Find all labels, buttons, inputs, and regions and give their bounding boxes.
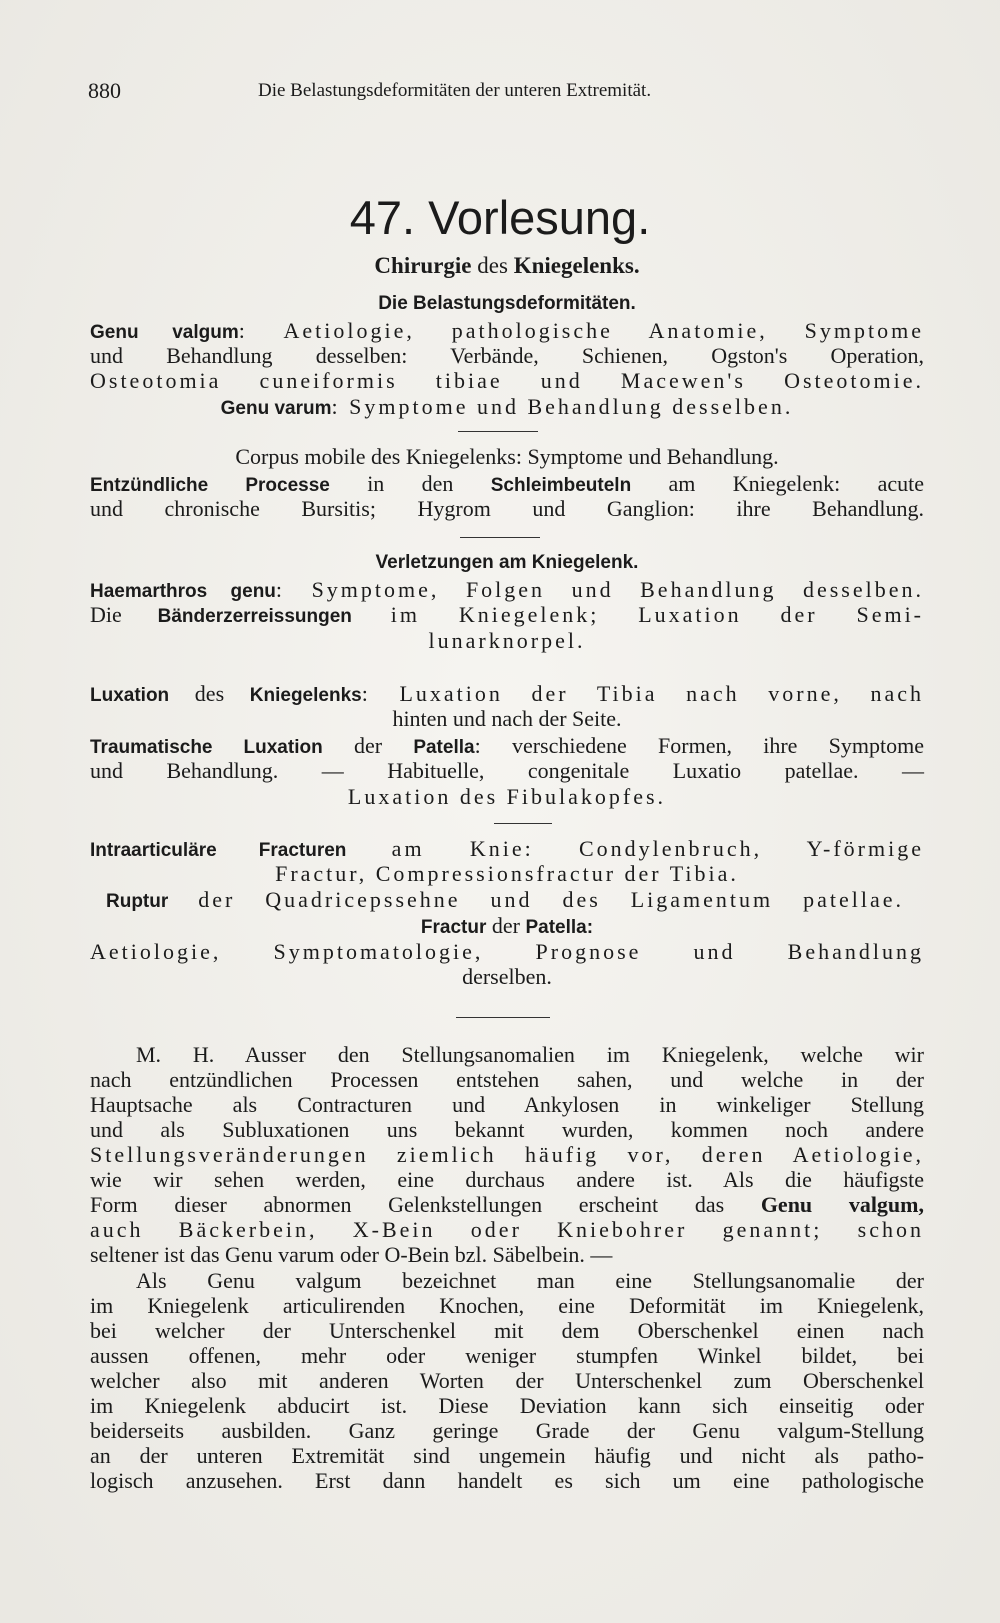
topic-line-14-c: Kniegelenks: [249, 685, 362, 706]
topic-line-5: Osteotomia cuneiformis tibiae und Macewen's Osteotomie.: [90, 368, 924, 393]
topic-line-18: Luxation des Fibulakopfes.: [347, 784, 667, 809]
topic-line-19-a: Intraarticuläre Fracturen: [90, 840, 347, 861]
topic-line-22-c: Patella: [525, 917, 587, 938]
running-header: [88, 78, 928, 108]
section-rule-3: [494, 823, 552, 824]
page-number: 880: [88, 78, 121, 103]
topic-line-19-b: am Knie: Condylenbruch, Y-förmige: [346, 836, 924, 861]
topic-line-21-b: der Quadricepssehne und des Ligamentum patellae.: [168, 887, 904, 912]
topic-chapter-heading-a: Chirurgie: [374, 253, 472, 278]
body-line-1: M. H. Ausser den Stellungsanomalien im Kniegelenk, welche wir: [136, 1042, 924, 1067]
body-line-3: Hauptsache als Contracturen und Ankylosen in winkeliger Stellung: [90, 1092, 924, 1117]
topic-chapter-heading-b: des: [471, 253, 514, 278]
topic-line-7: Corpus mobile des Kniegelenks: Symptome und Behandlung.: [235, 444, 779, 469]
topic-line-11-b: : Symptome, Folgen und Behandlung desselben.: [275, 577, 925, 602]
topic-line-3: [90, 320, 924, 342]
topic-line-13: lunarknorpel.: [428, 628, 586, 653]
topic-line-12-a: Die: [90, 602, 158, 627]
body-line-7: [90, 1194, 924, 1216]
lecture-title: 47. Vorlesung.: [349, 191, 651, 244]
body-line-8: auch Bäckerbein, X-Bein oder Kniebohrer genannt; schon: [90, 1217, 924, 1242]
topic-line-16-c: Patella: [413, 737, 475, 758]
topic-line-16-a: Traumatische Luxation: [90, 737, 323, 758]
topic-chapter-heading-c: Kniegelenks.: [513, 253, 640, 278]
topic-line-11-a: Haemarthros genu: [90, 581, 276, 602]
topic-line-8-b: in den: [329, 471, 491, 496]
topic-injuries-heading: Verletzungen am Kniegelenk.: [375, 552, 639, 573]
topic-line-24: derselben.: [462, 964, 552, 989]
topic-line-20: Fractur, Compressionsfractur der Tibia.: [275, 861, 739, 886]
body-line-10: Als Genu valgum bezeichnet man eine Stellungsanomalie der: [136, 1268, 924, 1293]
topic-line-22-b: der: [486, 913, 526, 938]
topic-line-16: [90, 735, 924, 757]
topic-line-12: [90, 604, 924, 626]
topic-line-6-b: : Symptome und Behandlung desselben.: [331, 394, 794, 419]
topic-line-14-d: : Luxation der Tibia nach vorne, nach: [361, 681, 925, 706]
topic-line-8-a: Entzündliche Processe: [90, 475, 330, 496]
body-line-9: [90, 1244, 924, 1266]
topic-line-8: [90, 473, 924, 495]
running-title: Die Belastungsdeformitäten der unteren Extremität.: [258, 80, 652, 101]
topic-line-21: [106, 889, 904, 911]
topic-line-15: hinten und nach der Seite.: [392, 706, 622, 731]
body-line-14: welcher also mit anderen Worten der Unterschenkel zum Oberschenkel: [90, 1368, 924, 1393]
topic-line-9: und chronische Bursitis; Hygrom und Ganglion: ihre Behandlung.: [90, 496, 924, 521]
topic-line-16-d: : verschiedene Formen, ihre Symptome: [474, 733, 925, 758]
topic-line-17: und Behandlung. — Habituelle, congenitale Luxatio patellae. —: [90, 758, 924, 783]
topic-section-heading: Die Belastungsdeformitäten.: [378, 293, 636, 314]
body-line-6: wie wir sehen werden, eine durchaus andere ist. Als die häufigste: [90, 1167, 924, 1192]
body-line-12: bei welcher der Unterschenkel mit dem Oberschenkel einen nach: [90, 1318, 924, 1343]
body-line-7-b: Genu valgum,: [760, 1192, 924, 1217]
topic-line-22-a: Fractur: [420, 917, 487, 938]
topic-line-22: [90, 915, 924, 937]
topic-line-11: [90, 579, 924, 601]
section-rule-1: [458, 431, 538, 432]
topic-line-8-d: am Kniegelenk: acute: [631, 471, 924, 496]
body-line-16: beiderseits ausbilden. Ganz geringe Grade der Genu valgum-Stellung: [90, 1418, 924, 1443]
body-line-5: [90, 1144, 924, 1166]
topic-line-4: und Behandlung desselben: Verbände, Schienen, Ogston's Operation,: [90, 343, 924, 368]
topic-line-8-c: Schleimbeuteln: [490, 475, 632, 496]
body-line-4: und als Subluxationen uns bekannt wurden, kommen noch andere: [90, 1117, 924, 1142]
topic-line-6-a: Genu varum: [220, 398, 332, 419]
body-line-15: im Kniegelenk abducirt ist. Diese Deviation kann sich einseitig oder: [90, 1393, 924, 1418]
body-line-2: nach entzündlichen Processen entstehen sahen, und welche in der: [90, 1067, 924, 1092]
topic-line-14-a: Luxation: [90, 685, 170, 706]
topic-line-6: [90, 396, 924, 418]
section-rule-2: [460, 537, 540, 538]
body-line-5-text: Stellungsveränderungen ziemlich häufig vor, deren Aetiologie,: [90, 1142, 924, 1167]
topic-line-12-c: im Kniegelenk; Luxation der Semi-: [351, 602, 925, 627]
body-line-13: aussen offenen, mehr oder weniger stumpfen Winkel bildet, bei: [90, 1343, 924, 1368]
topic-line-21-a: Ruptur: [106, 891, 169, 912]
topic-line-22-d: :: [586, 917, 594, 938]
topic-line-12-b: Bänderzerreissungen: [157, 606, 352, 627]
section-rule-4: [456, 1017, 550, 1018]
body-line-17: an der unteren Extremität sind ungemein häufig und nicht als patho-: [90, 1443, 924, 1468]
topic-line-19: [90, 838, 924, 860]
topic-line-16-b: der: [322, 733, 414, 758]
topic-line-14: [90, 683, 924, 705]
body-line-9-text: seltener ist das Genu varum oder O-Bein bzl. Säbelbein. —: [90, 1242, 613, 1267]
topic-chapter-heading: [90, 254, 924, 277]
topic-line-3-a: Genu valgum: [90, 322, 239, 343]
topic-line-14-b: des: [169, 681, 250, 706]
topic-line-3-b: : Aetiologie, pathologische Anatomie, Symptome: [238, 318, 924, 343]
body-line-7-a: Form dieser abnormen Gelenkstellungen erscheint das: [90, 1192, 761, 1217]
topic-line-23: Aetiologie, Symptomatologie, Prognose und Behandlung: [90, 939, 924, 964]
body-line-11: im Kniegelenk articulirenden Knochen, eine Deformität im Kniegelenk,: [90, 1293, 924, 1318]
body-line-18: logisch anzusehen. Erst dann handelt es sich um eine pathologische: [90, 1468, 924, 1493]
